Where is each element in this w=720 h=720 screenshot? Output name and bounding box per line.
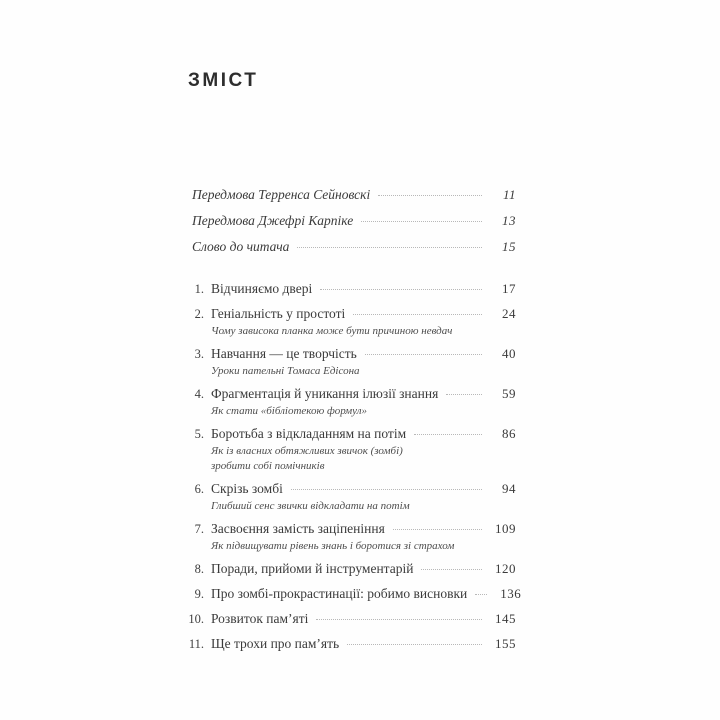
chapter-subtitle: Як із власних обтяжливих звичок (зомбі): [211, 445, 403, 457]
page-title: ЗМІСТ: [188, 70, 259, 91]
chapter-number: 11.: [188, 637, 204, 651]
chapter-page: 109: [495, 521, 516, 536]
toc-entry-page: 11: [502, 187, 516, 202]
chapter-number: 1.: [194, 282, 204, 296]
chapter-page: 136: [500, 586, 522, 601]
toc-chapter: [188, 585, 522, 603]
toc-entry-label: Слово до читача: [192, 239, 290, 254]
toc-front-matter-row: [188, 212, 516, 229]
chapter-title: Ще трохи про пам’ять: [211, 636, 340, 651]
dotted-leader: [320, 289, 482, 290]
dotted-leader: [378, 195, 482, 196]
table-of-contents: [188, 70, 522, 660]
chapter-number: 10.: [188, 612, 204, 626]
dotted-leader: [446, 394, 482, 395]
toc-chapter: [188, 610, 516, 628]
chapter-subtitle: Глибший сенс звички відкладати на потім: [211, 500, 410, 512]
chapter-title: Фрагментація й уникання ілюзії знання: [211, 386, 439, 401]
chapter-page: 145: [495, 611, 516, 626]
toc-chapter: [188, 425, 516, 473]
toc-chapter: [188, 305, 516, 338]
toc-entry-label: Передмова Джефрі Карпіке: [192, 213, 354, 228]
chapter-subtitle: Як підвищувати рівень знань і боротися зі страхом: [211, 540, 455, 552]
chapter-page: 40: [502, 346, 516, 361]
toc-entry-label: Передмова Терренса Сейновскі: [192, 187, 371, 202]
chapter-subtitle: Як стати «бібліотекою формул»: [211, 405, 368, 417]
dotted-leader: [421, 569, 482, 570]
chapter-title: Розвиток пам’яті: [211, 611, 309, 626]
chapter-page: 86: [502, 426, 516, 441]
chapter-number: 4.: [194, 387, 204, 401]
chapter-page: 155: [495, 636, 516, 651]
dotted-leader: [291, 489, 482, 490]
toc-front-matter-row: [188, 238, 516, 255]
front-matter-section: [188, 186, 516, 255]
chapter-title: Навчання — це творчість: [211, 346, 357, 361]
toc-chapter: [188, 345, 516, 378]
chapter-page: 59: [502, 386, 516, 401]
chapter-number: 7.: [194, 522, 204, 536]
dotted-leader: [347, 644, 482, 645]
dotted-leader: [316, 619, 482, 620]
chapter-subtitle: Уроки пательні Томаса Едісона: [211, 365, 360, 377]
toc-entry-page: 15: [502, 239, 516, 254]
toc-chapter: [188, 520, 516, 553]
chapter-number: 5.: [194, 427, 204, 441]
dotted-leader: [365, 354, 482, 355]
chapters-section: [188, 280, 522, 653]
toc-chapter: [188, 280, 516, 298]
toc-chapter: [188, 560, 516, 578]
chapter-subtitle: Чому зависока планка може бути причиною невдач: [211, 325, 453, 337]
chapter-title: Геніальність у простоті: [211, 306, 346, 321]
chapter-subtitle: зробити собі помічників: [211, 460, 325, 472]
toc-entry-page: 13: [502, 213, 516, 228]
dotted-leader: [361, 221, 482, 222]
toc-chapter: [188, 385, 516, 418]
toc-chapter: [188, 480, 516, 513]
dotted-leader: [393, 529, 482, 530]
chapter-page: 94: [502, 481, 516, 496]
chapter-title: Скрізь зомбі: [211, 481, 283, 496]
toc-front-matter-row: [188, 186, 516, 203]
chapter-title: Відчиняємо двері: [211, 281, 313, 296]
dotted-leader: [475, 594, 487, 595]
toc-chapter: [188, 635, 516, 653]
chapter-page: 120: [495, 561, 516, 576]
chapter-title: Поради, прийоми й інструментарій: [211, 561, 414, 576]
chapter-page: 24: [502, 306, 516, 321]
chapter-number: 3.: [194, 347, 204, 361]
chapter-number: 2.: [194, 307, 204, 321]
dotted-leader: [353, 314, 482, 315]
dotted-leader: [297, 247, 482, 248]
dotted-leader: [414, 434, 482, 435]
chapter-number: 8.: [194, 562, 204, 576]
chapter-page: 17: [502, 281, 516, 296]
chapter-title: Про зомбі-прокрастинації: робимо висновки: [211, 586, 468, 601]
chapter-title: Засвоєння замість заціпеніння: [211, 521, 385, 536]
chapter-title: Боротьба з відкладанням на потім: [211, 426, 407, 441]
chapter-number: 9.: [194, 587, 204, 601]
chapter-number: 6.: [194, 482, 204, 496]
